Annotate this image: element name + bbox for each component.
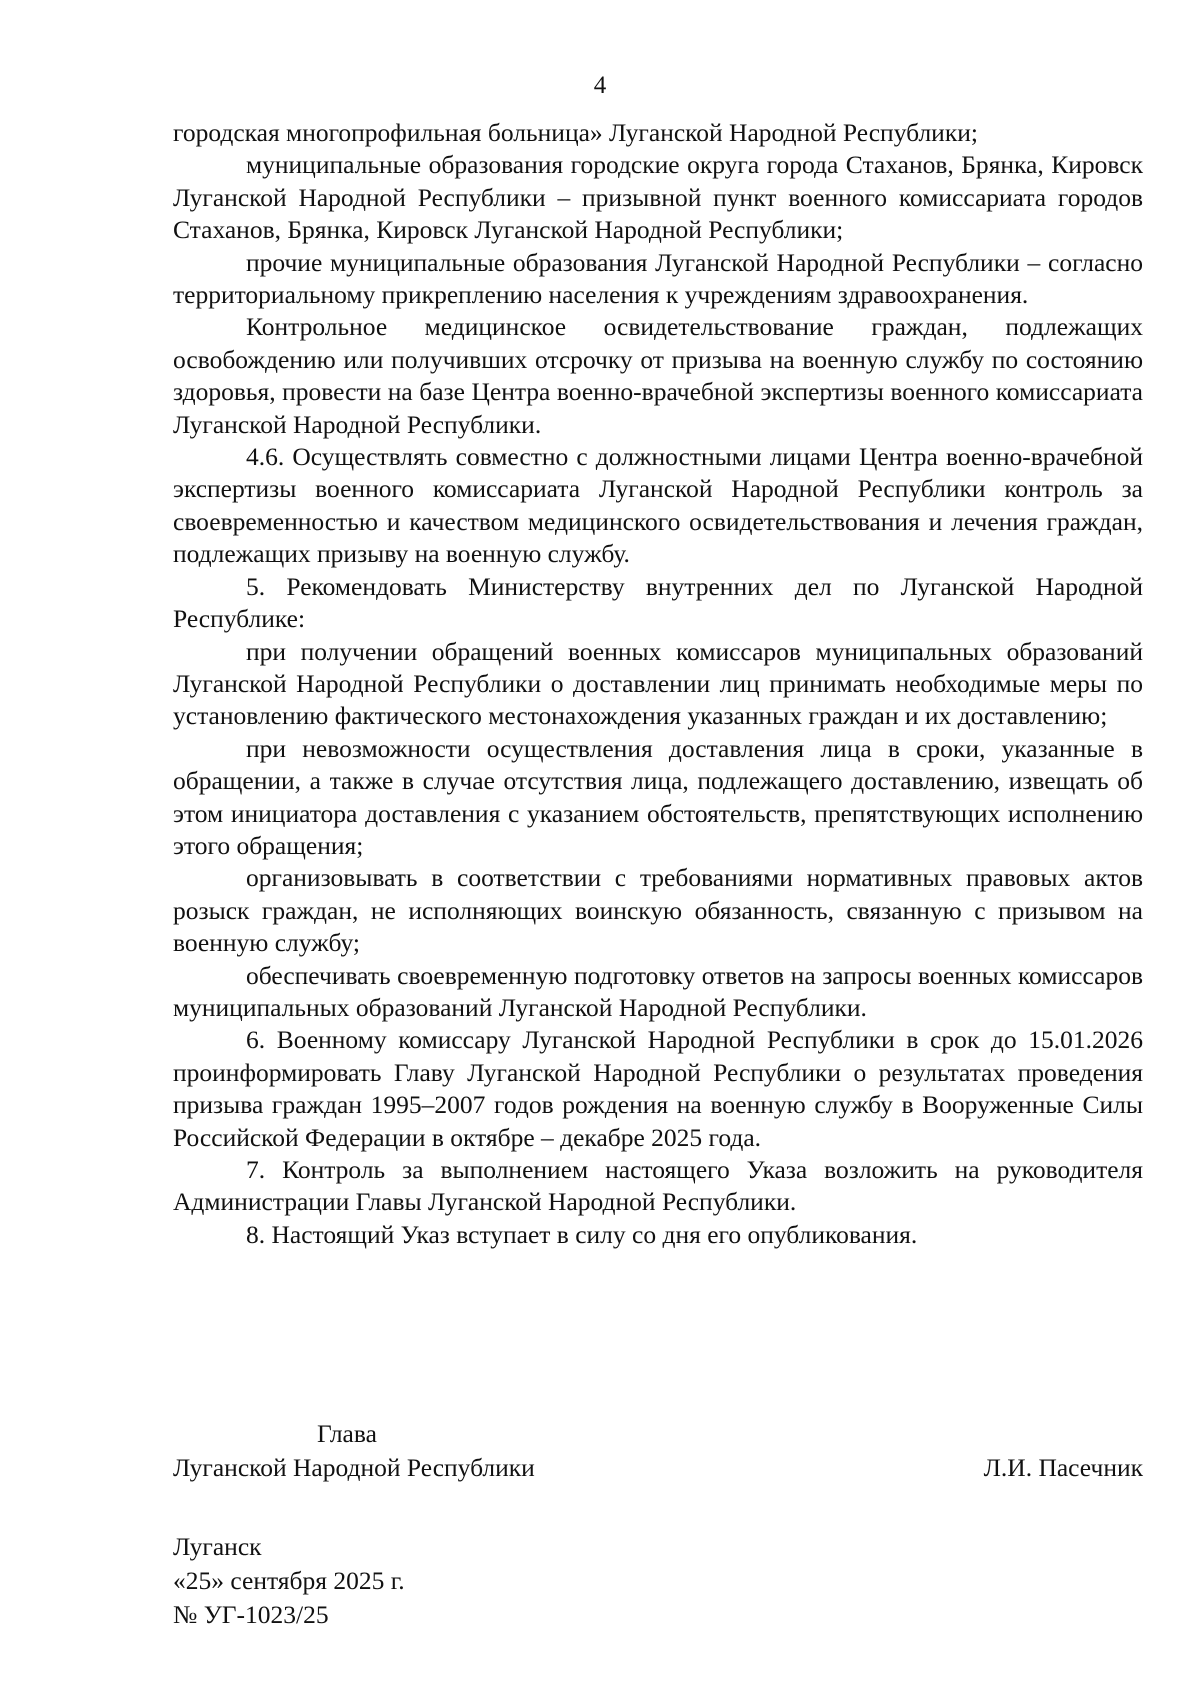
paragraph-item-7: 7. Контроль за выполнением настоящего Указа возложить на руководителя Администрации Главы Луганской Народной Республики. [173, 1155, 1143, 1217]
paragraph-item-6: 6. Военному комиссару Луганской Народной Республики в срок до 15.01.2026 проинформировать Главу Луганской Народной Республики о результатах проведения призыва граждан 1995–2007 годов рождения на военную службу в Вооруженные Силы Российской Федерации в октябре – декабре 2025 года. [173, 1025, 1143, 1152]
document-body [173, 117, 1143, 1251]
signature-title: Глава [317, 1419, 377, 1448]
signatory-name: Л.И. Пасечник [983, 1453, 1143, 1482]
paragraph-item-5-requests: при получении обращений военных комиссаров муниципальных образований Луганской Народной Республики о доставлении лиц принимать необходимые меры по установлению фактического местонахождения указанных граждан и их доставлению; [173, 636, 1143, 731]
paragraph-item-5-impossibility: при невозможности осуществления доставления лица в сроки, указанные в обращении, а также в случае отсутствия лица, подлежащего доставлению, извещать об этом инициатора доставления с указанием обстоятельств, препятствующих исполнению этого обращения; [173, 733, 1143, 860]
issue-date: «25» сентября 2025 г. [173, 1566, 405, 1595]
paragraph-item-8: 8. Настоящий Указ вступает в силу со дня его опубликования. [246, 1219, 918, 1249]
issue-city: Луганск [173, 1532, 262, 1561]
paragraph-stakhanov-bryanka-kirovsk: муниципальные образования городские округа города Стаханов, Брянка, Кировск Луганской Народной Республики – призывной пункт военного комиссариата городов Стаханов, Брянка, Кировск Луганской Народной Республики; [173, 150, 1143, 245]
page-number: 4 [593, 72, 607, 99]
decree-number: № УГ-1023/25 [173, 1600, 329, 1629]
paragraph-control-examination: Контрольное медицинское освидетельствование граждан, подлежащих освобождению или получивших отсрочку от призыва на военную службу по состоянию здоровья, провести на базе Центра военно-врачебной экспертизы военного комиссариата Луганской Народной Республики. [173, 312, 1143, 439]
signature-row [173, 1451, 1143, 1485]
paragraph-item-5: 5. Рекомендовать Министерству внутренних дел по Луганской Народной Республике: [173, 571, 1143, 634]
paragraph-item-5-responses: обеспечивать своевременную подготовку ответов на запросы военных комиссаров муниципальных образований Луганской Народной Республики. [173, 960, 1143, 1022]
paragraph-item-4-6: 4.6. Осуществлять совместно с должностными лицами Центра военно-врачебной экспертизы военного комиссариата Луганской Народной Республики контроль за своевременностью и качеством медицинского освидетельствования и лечения граждан, подлежащих призыву на военную службу. [173, 442, 1143, 569]
paragraph-continuation: городская многопрофильная больница» Луганской Народной Республики; [173, 118, 978, 147]
paragraph-other-municipalities: прочие муниципальные образования Луганской Народной Республики – согласно территориальному прикреплению населения к учреждениям здравоохранения. [173, 247, 1143, 310]
paragraph-item-5-search: организовывать в соответствии с требованиями нормативных правовых актов розыск граждан, не исполняющих воинскую обязанность, связанную с призывом на военную службу; [173, 863, 1143, 958]
signature-block [173, 1417, 1143, 1485]
signature-position: Луганской Народной Республики [173, 1453, 535, 1482]
document-footer [173, 1530, 773, 1632]
